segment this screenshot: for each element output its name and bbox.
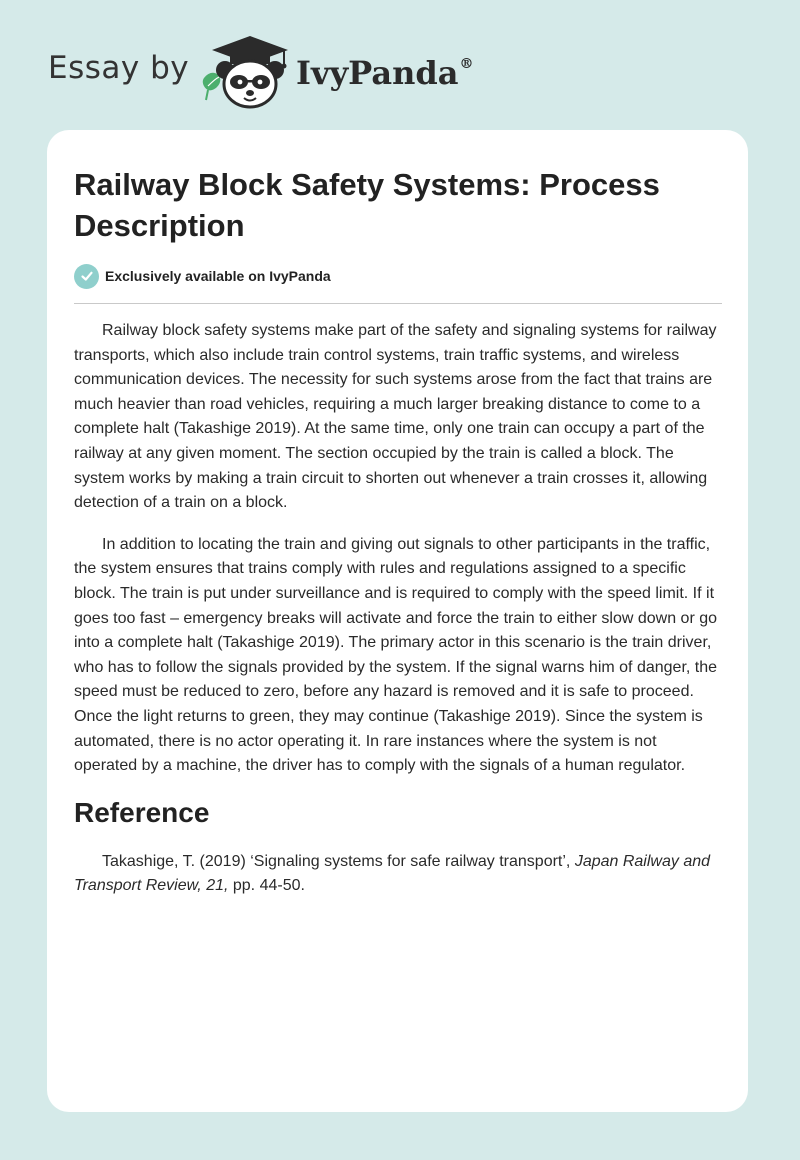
ivypanda-logo-icon[interactable] — [200, 34, 294, 110]
title-divider — [74, 303, 722, 304]
essay-by-label: Essay by — [48, 50, 190, 86]
reference-authors: Takashige, T. (2019) ‘Signaling systems for safe railway transport’, — [102, 852, 575, 870]
exclusive-badge-label: Exclusively available on IvyPanda — [105, 268, 331, 284]
reference-journal: Japan Railway and Transport Review, 21, — [74, 852, 711, 895]
reference-entry — [74, 850, 724, 899]
reference-pages: pp. 44-50. — [228, 877, 305, 895]
essay-card — [47, 130, 748, 1112]
registered-mark: ® — [459, 56, 474, 73]
essay-title: Railway Block Safety Systems: Process Description — [74, 167, 660, 243]
check-circle-icon — [74, 264, 99, 289]
reference-heading: Reference — [74, 796, 210, 828]
essay-body — [74, 319, 724, 916]
body-paragraph-2: In addition to locating the train and giving out signals to other participants in the traffic, the system ensures that trains comply with rules and regulations assigned to a specific block. The train is put under surveillance and is required to comply with the speed limit. If it goes too fast – emergency breaks will activate and force the train to either slow down or go into a complete halt (Takashige 2019). The primary actor in this scenario is the train driver, who has to follow the signals provided by the system. If the signal warns him of danger, the speed must be reduced to zero, before any hazard is removed and it is safe to proceed. Once the light returns to green, they may continue (Takashige 2019). Since the system is automated, there is no actor operating it. In rare instances where the system is not operated by a machine, the driver has to comply with the signals of a human regulator. — [74, 535, 718, 775]
brand-name[interactable]: IvyPanda® — [296, 54, 474, 92]
site-header — [0, 0, 800, 130]
exclusive-badge — [74, 263, 331, 289]
body-paragraph-1: Railway block safety systems make part of the safety and signaling systems for railway transports, which also include train control systems, train traffic systems, and wireless communication devices. The necessity for such systems arose from the fact that trains are much heavier than road vehicles, requiring a much larger breaking distance to come to a complete halt (Takashige 2019). At the same time, only one train can occupy a part of the railway at any given moment. The section occupied by the train is called a block. The system works by making a train circuit to shorten out whenever a train crosses it, allowing detection of a train on a block. — [74, 322, 717, 512]
